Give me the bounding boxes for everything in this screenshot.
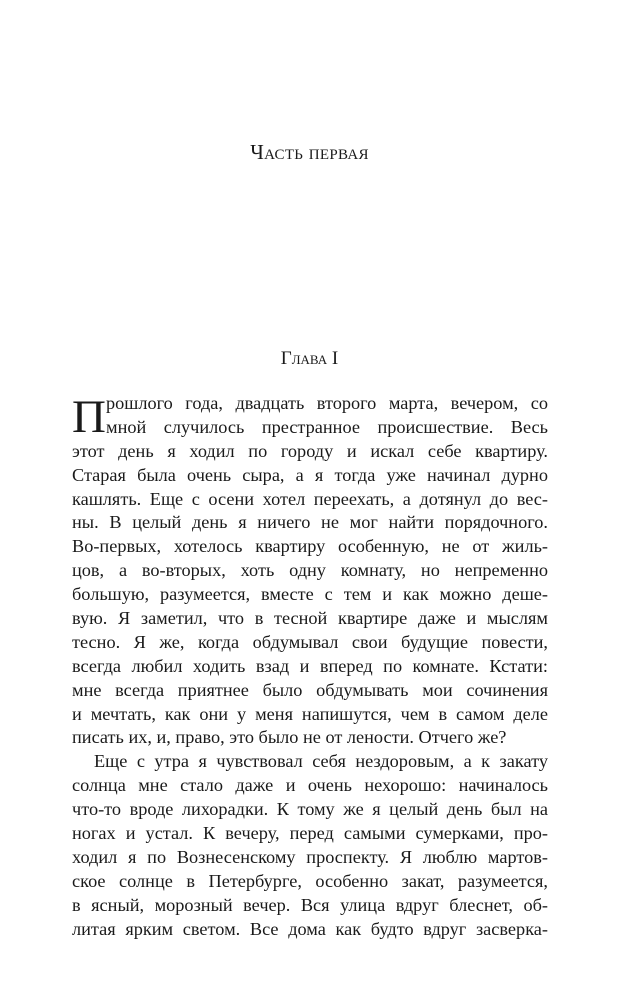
drop-cap: П [72, 391, 106, 443]
text-line: мне всегда приятнее было обдумывать мои сочинения [72, 679, 548, 700]
part-title: Часть первая [250, 140, 369, 164]
text-line: большую, разумеется, вместе с тем и как можно деше- [72, 584, 548, 605]
text-line: мной случилось престранное происшествие. Весь [106, 416, 548, 437]
text-line: цов, а во-вторых, хоть одну комнату, но непременно [72, 560, 548, 581]
text-line: вую. Я заметил, что в тесной квартире даже и мыслям [72, 608, 548, 629]
text-line: что-то вроде лихорадки. К тому же я целый день был на [72, 799, 548, 820]
text-line: в ясный, морозный вечер. Вся улица вдруг блеснет, об- [72, 894, 548, 915]
paragraph-1 [72, 392, 548, 750]
text-line: кашлять. Еще с осени хотел переехать, а дотянул до вес- [72, 488, 548, 509]
text-line: литая ярким светом. Все дома как будто вдруг засверка- [72, 918, 548, 939]
text-line: тесно. Я же, когда обдумывал свои будущие повести, [72, 631, 548, 652]
text-line: ходил я по Вознесенскому проспекту. Я люблю мартов- [72, 846, 548, 867]
text-line: этот день я ходил по городу и искал себе квартиру. [72, 440, 548, 461]
chapter-title: Глава I [280, 348, 339, 369]
text-line: ское солнце в Петербурге, особенно закат, разумеется, [72, 870, 548, 891]
text-line: рошлого года, двадцать второго марта, вечером, со [106, 393, 548, 413]
paragraph-2 [72, 750, 548, 941]
text-line: и мечтать, как они у меня напишутся, чем в самом деле [72, 703, 548, 724]
text-line: писать их, и, право, это было не от лености. Отчего же? [72, 727, 507, 748]
text-line: всегда любил ходить взад и вперед по комнате. Кстати: [72, 655, 548, 676]
text-line: ны. В целый день я ничего не мог найти порядочного. [72, 512, 548, 533]
chapter-text [72, 392, 548, 941]
text-line: Еще с утра я чувствовал себя нездоровым, а к закату [94, 751, 548, 772]
text-line: Во-первых, хотелось квартиру особенную, не от жиль- [72, 536, 548, 557]
text-line: солнца мне стало даже и очень нехорошо: начиналось [72, 775, 548, 796]
text-line: ногах и устал. К вечеру, перед самыми сумерками, про- [72, 823, 548, 844]
text-line: Старая была очень сыра, а я тогда уже начинал дурно [72, 464, 548, 485]
